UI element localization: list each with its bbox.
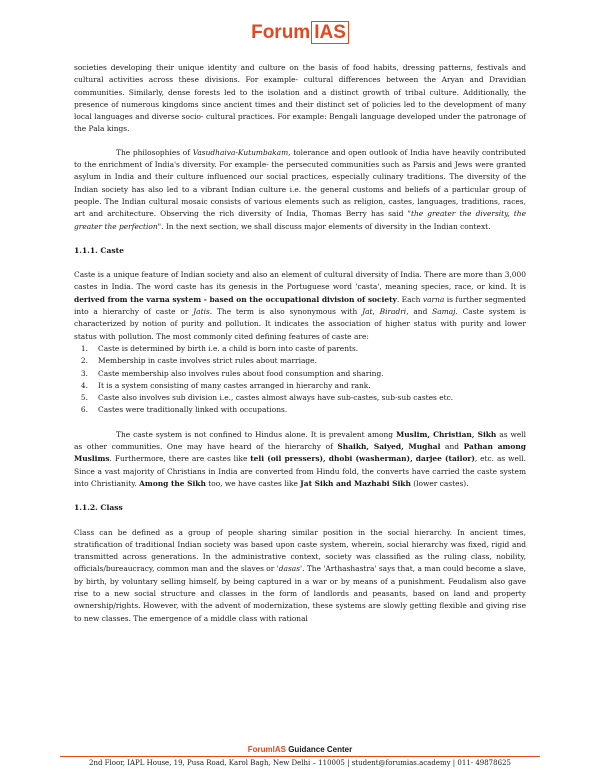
list-item (74, 380, 526, 392)
section-heading-class: 1.1.2. Class (74, 503, 123, 513)
page-content (74, 62, 526, 625)
text-run-italic: Samaj (432, 307, 456, 317)
section-heading-caste: 1.1.1. Caste (74, 245, 125, 255)
text-run: , etc. as well. Since a vast majority of Christians in India are converted from Hindu fold, the converts have carried the caste system into Christianity. (74, 454, 526, 488)
text-run-bold: Shaikh, Saiyed, Mughal (337, 442, 441, 452)
text-run-italic: "the greater the diversity, the greater the perfection" (74, 209, 526, 231)
logo-forum-text: Forum (251, 22, 311, 43)
footer-brand (60, 745, 540, 754)
list-number: 3. (80, 368, 88, 378)
text-run: and (440, 442, 464, 452)
list-number: 5. (80, 393, 88, 403)
text-run: as well as other communities. One may have heard of the hierarchy of (74, 429, 526, 452)
list-number: 2. (80, 356, 88, 366)
text-run: , and (406, 307, 433, 317)
paragraph-caste (74, 269, 526, 343)
text-run-italic: varna (422, 294, 445, 304)
text-run: '. The 'Arthashastra' says that, a man could become a slave, by birth, by voluntary selling himself, by being captured in a war or by means of a punishment. Feudalism also gave rise to a new social structure and classes in the form of landlords and peasants, based on land and property ownership/rights. However, with the advent of modernization, these systems are slowly getting flexible and giving rise to new classes. The emergence of a middle class with rational (74, 564, 526, 623)
caste-features-list (74, 343, 526, 417)
list-text: It is a system consisting of many castes arranged in hierarchy and rank. (98, 380, 371, 390)
text-run: , (372, 307, 380, 317)
text-run-bold: Pathan among Muslims (74, 442, 526, 464)
paragraph-caste-other-communities (74, 429, 526, 490)
text-run: . Furthermore, there are castes like (109, 454, 251, 464)
list-text: Caste membership also involves rules about food consumption and sharing. (98, 368, 384, 378)
footer-brand-forum: Forum (247, 745, 273, 754)
text-run-italic: Vasudhaiva-Kutumbakam (192, 147, 289, 157)
text-run-italic: Jatis (193, 307, 210, 317)
text-run-bold: Jat Sikh and Mazhabi Sikh (300, 478, 411, 488)
footer-divider (60, 756, 540, 757)
list-item (74, 355, 526, 367)
list-text: Caste is determined by birth i.e. a child is born into caste of parents. (98, 343, 359, 353)
text-run: (lower castes). (410, 478, 469, 488)
list-item (74, 392, 526, 404)
text-run: . Caste system is characterized by notion of purity and pollution. It indicates the association of higher status with purity and lower status with pollution. The most commonly cited defining features of caste are: (74, 307, 526, 341)
text-run: , tolerance and open outlook of India have heavily contributed to the enrichment of India's diversity. For example- the persecuted communities such as Parsis and Jews were granted asylum in India and their culture influenced our social practices, especially culinary traditions. The diversity of the Indian society has also led to a vibrant Indian culture i.e. the general customs and beliefs of a particular group of people. The Indian cultural mosaic consists of various elements such as religion, castes, languages, traditions, races, art and architecture. Observing the rich diversity of India, Thomas Berry has said (74, 147, 526, 219)
text-run: . The term is also synonymous with (209, 307, 363, 317)
text-run: . Each (396, 294, 423, 304)
text-run: Caste is a unique feature of Indian society and also an element of cultural diversity of India. There are more than 3,000 castes in India. The word caste has its genesis in the Portuguese word 'casta', meaning species, race, or kind. It is (74, 270, 526, 292)
text-run: The caste system is not confined to Hindus alone. It is prevalent among (116, 429, 396, 439)
forumias-logo (0, 22, 600, 44)
list-text: Castes were traditionally linked with occupations. (98, 405, 288, 415)
footer-brand-gc: Guidance Center (285, 745, 353, 754)
logo-ias-text: IAS (311, 21, 349, 44)
text-run: is further segmented into a hierarchy of caste or (74, 294, 526, 317)
text-run-italic: Jat (362, 307, 373, 317)
text-run-bold: derived from the varna system - based on the occupational division of society (74, 294, 397, 304)
list-item (74, 404, 526, 416)
text-run-italic: Biradri (379, 307, 407, 317)
list-text: Caste also involves sub division i.e., castes almost always have sub-castes, sub-sub castes etc. (98, 393, 454, 403)
list-number: 1. (80, 343, 88, 353)
list-number: 6. (80, 405, 88, 415)
paragraph-intro: societies developing their unique identity and culture on the basis of food habits, dressing patterns, festivals and cultural activities across these divisions. For example- cultural differences between the Aryan and Dravidian communities. Similarly, dense forests led to the isolation and a distinct growth of tribal culture. Additionally, the presence of numerous kingdoms since ancient times and their distinct set of policies led to the development of many local languages and diverse socio- cultural practices. For example: Bengali language developed under the patronage of the Pala kings. (74, 63, 526, 134)
footer-brand-ias: IAS (272, 745, 286, 754)
text-run: Class can be defined as a group of people sharing similar position in the social hierarchy. In ancient times, stratification of traditional Indian society was based upon caste system, wherein, social hierarchy was fixed, rigid and transmitted across generations. In the administrative context, society was classified as the ruling class, nobility, officials/bureaucracy, common man and the slaves or ' (74, 527, 526, 574)
list-text: Membership in caste involves strict rules about marriage. (98, 356, 317, 366)
footer-address: 2nd Floor, IAPL House, 19, Pusa Road, Karol Bagh, New Delhi – 110005 | student@forumias.academy | 011- 49878625 (89, 759, 511, 767)
text-run-italic: dasas (278, 564, 301, 574)
page-footer (60, 745, 540, 767)
text-run-bold: teli (oil pressers), dhobi (washerman), darjee (tailor) (250, 454, 475, 464)
list-item (74, 343, 526, 355)
paragraph-class (74, 527, 526, 625)
text-run: too, we have castes like (205, 478, 301, 488)
text-run-bold: Among the Sikh (139, 478, 206, 488)
list-number: 4. (80, 380, 88, 390)
paragraph-philosophy (74, 147, 526, 233)
text-run-bold: Muslim, Christian, Sikh (396, 429, 497, 439)
text-run: The philosophies of (116, 147, 193, 157)
text-run: . In the next section, we shall discuss major elements of diversity in the Indian context. (161, 221, 491, 231)
list-item (74, 368, 526, 380)
